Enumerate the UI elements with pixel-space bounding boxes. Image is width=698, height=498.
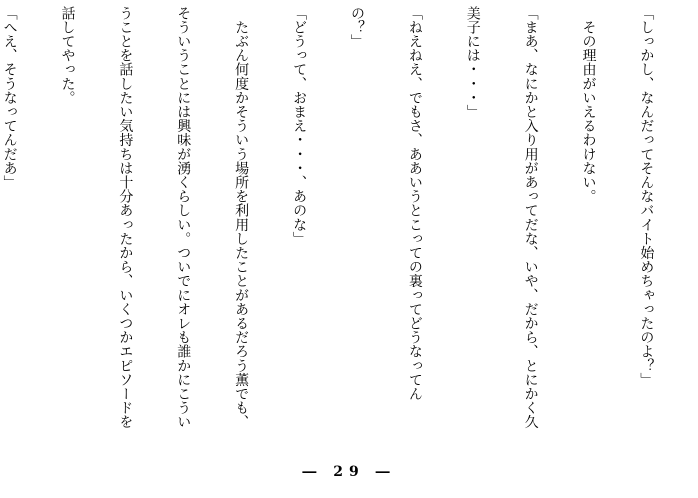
text-line: 「しっかし、なんだってそんなバイト始めちゃったのよ？」 bbox=[638, 6, 655, 387]
text-line: その理由がいえるわけない。 bbox=[580, 6, 597, 204]
text-line: 「ねえねえ、でもさ、ああいうとこっての裏ってどうなってん bbox=[406, 6, 423, 401]
text-line: の？」 bbox=[348, 6, 365, 49]
text-line: 話してやった。 bbox=[59, 6, 76, 105]
text-line: そういうことには興味が湧くらしい。ついでにオレも誰かにこうい bbox=[175, 6, 192, 429]
text-line: 美子には・・・」 bbox=[464, 6, 481, 119]
page-number: ― 29 ― bbox=[302, 464, 396, 480]
text-line: たぶん何度かそういう場所を利用したことがあるだろう薫でも、 bbox=[233, 6, 250, 429]
text-line: 「へえ、そうなってんだあ」 bbox=[1, 6, 18, 190]
text-line: うことを話したい気持ちは十分あったから、いくつかエピソードを bbox=[117, 6, 134, 429]
text-line: 「どうって、おまえ・・・、あのな」 bbox=[291, 6, 308, 246]
text-line: 「まあ、なにかと入り用があってだな、いや、だから、とにかく久 bbox=[522, 6, 539, 429]
vertical-text-body bbox=[1, 6, 694, 448]
